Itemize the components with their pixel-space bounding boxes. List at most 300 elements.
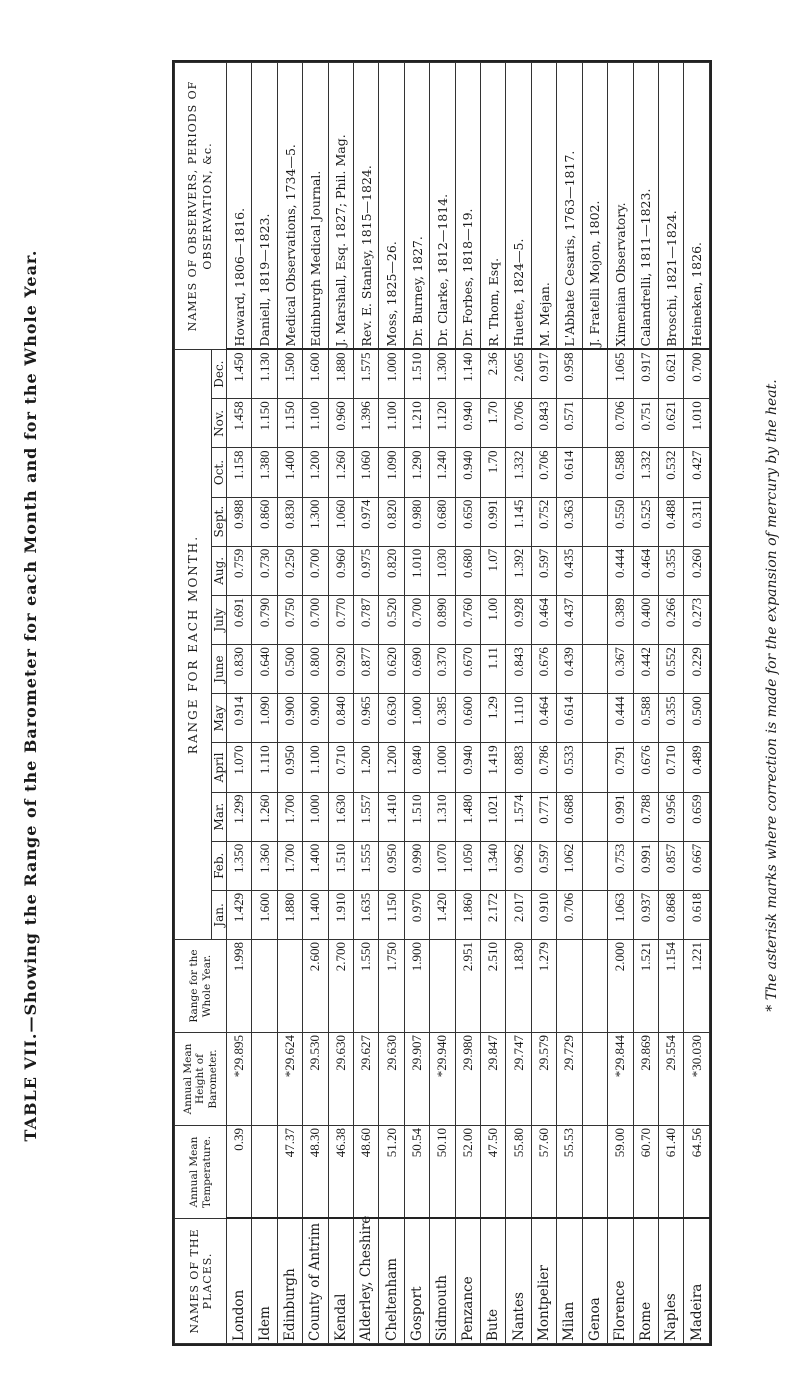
month-range: 1.100 bbox=[303, 399, 328, 448]
month-range: 0.860 bbox=[252, 497, 277, 546]
mean-height: 29.980 bbox=[455, 1033, 480, 1126]
table-row bbox=[430, 63, 455, 1344]
header-observers: NAMES OF OBSERVERS, PERIODS OF OBSERVATION, &c. bbox=[175, 63, 227, 350]
month-range: 1.574 bbox=[506, 792, 531, 841]
month-range: 0.640 bbox=[252, 645, 277, 694]
month-range: 1.240 bbox=[430, 448, 455, 497]
year-range: 2.600 bbox=[303, 940, 328, 1033]
month-range: 0.830 bbox=[277, 497, 302, 546]
month-range: 0.363 bbox=[557, 497, 582, 546]
month-range bbox=[582, 841, 607, 890]
mean-temperature: 57.60 bbox=[531, 1126, 556, 1219]
month-range: 1.350 bbox=[227, 841, 252, 890]
month-range: 0.974 bbox=[354, 497, 379, 546]
month-range: 0.680 bbox=[455, 546, 480, 595]
month-range: 0.710 bbox=[658, 743, 683, 792]
place-name: Nantes bbox=[506, 1219, 531, 1344]
month-range: 0.706 bbox=[557, 890, 582, 939]
mean-temperature: 47.37 bbox=[277, 1126, 302, 1219]
observer-period: Dr. Clarke, 1812—1814. bbox=[430, 63, 455, 350]
mean-temperature: 59.00 bbox=[608, 1126, 633, 1219]
month-range: 1.510 bbox=[328, 841, 353, 890]
header-place: NAMES OF THE PLACES. bbox=[175, 1219, 227, 1344]
month-range: 1.150 bbox=[277, 399, 302, 448]
month-range: 1.110 bbox=[506, 694, 531, 743]
observer-period: R. Thom, Esq. bbox=[481, 63, 506, 350]
month-range: 1.29 bbox=[481, 694, 506, 743]
month-range: 0.260 bbox=[684, 546, 710, 595]
observer-period: Edinburgh Medical Journal. bbox=[303, 63, 328, 350]
header-month: Jan. bbox=[212, 890, 227, 939]
month-range: 0.710 bbox=[328, 743, 353, 792]
place-name: Sidmouth bbox=[430, 1219, 455, 1344]
month-range bbox=[582, 399, 607, 448]
year-range: 1.521 bbox=[633, 940, 658, 1033]
month-range: 1.030 bbox=[430, 546, 455, 595]
month-range: 0.962 bbox=[506, 841, 531, 890]
month-range: 0.532 bbox=[658, 448, 683, 497]
month-range: 0.975 bbox=[354, 546, 379, 595]
month-range: 1.060 bbox=[354, 448, 379, 497]
month-range: 1.310 bbox=[430, 792, 455, 841]
month-range: 0.691 bbox=[227, 595, 252, 644]
mean-height: *29.844 bbox=[608, 1033, 633, 1126]
month-range: 0.751 bbox=[633, 399, 658, 448]
mean-height: 29.847 bbox=[481, 1033, 506, 1126]
month-range: 1.510 bbox=[404, 350, 429, 399]
mean-height: 29.869 bbox=[633, 1033, 658, 1126]
month-range: 0.877 bbox=[354, 645, 379, 694]
month-range: 1.050 bbox=[455, 841, 480, 890]
table-row bbox=[354, 63, 379, 1344]
month-range: 1.070 bbox=[430, 841, 455, 890]
month-range bbox=[582, 448, 607, 497]
month-range: 0.900 bbox=[303, 694, 328, 743]
month-range: 1.450 bbox=[227, 350, 252, 399]
month-range: 0.614 bbox=[557, 694, 582, 743]
place-name: Genoa bbox=[582, 1219, 607, 1344]
table-row bbox=[379, 63, 404, 1344]
month-range: 0.520 bbox=[379, 595, 404, 644]
year-range: 2.700 bbox=[328, 940, 353, 1033]
month-range: 0.958 bbox=[557, 350, 582, 399]
month-range: 0.840 bbox=[404, 743, 429, 792]
mean-height bbox=[252, 1033, 277, 1126]
month-range: 0.676 bbox=[531, 645, 556, 694]
mean-temperature: 50.54 bbox=[404, 1126, 429, 1219]
month-range: 0.868 bbox=[658, 890, 683, 939]
month-range: 0.790 bbox=[252, 595, 277, 644]
place-name: County of Antrim bbox=[303, 1219, 328, 1344]
month-range: 0.700 bbox=[684, 350, 710, 399]
month-range: 1.150 bbox=[252, 399, 277, 448]
month-range: 1.360 bbox=[252, 841, 277, 890]
month-range: 0.991 bbox=[633, 841, 658, 890]
mean-height: *29.895 bbox=[227, 1033, 252, 1126]
month-range: 0.980 bbox=[404, 497, 429, 546]
month-range: 0.400 bbox=[633, 595, 658, 644]
month-range: 0.937 bbox=[633, 890, 658, 939]
month-range: 1.010 bbox=[684, 399, 710, 448]
observer-period: Medical Observations, 1734—5. bbox=[277, 63, 302, 350]
month-range: 0.659 bbox=[684, 792, 710, 841]
month-range: 2.017 bbox=[506, 890, 531, 939]
month-range: 0.250 bbox=[277, 546, 302, 595]
month-range: 0.444 bbox=[608, 694, 633, 743]
barometer-table-area bbox=[174, 62, 710, 1344]
month-range: 0.787 bbox=[354, 595, 379, 644]
table-row bbox=[506, 63, 531, 1344]
month-range bbox=[582, 546, 607, 595]
month-range: 1.11 bbox=[481, 645, 506, 694]
month-range: 0.900 bbox=[277, 694, 302, 743]
month-range: 0.500 bbox=[684, 694, 710, 743]
month-range: 0.435 bbox=[557, 546, 582, 595]
month-range: 0.439 bbox=[557, 645, 582, 694]
month-range: 1.700 bbox=[277, 792, 302, 841]
month-range: 1.480 bbox=[455, 792, 480, 841]
month-range: 0.771 bbox=[531, 792, 556, 841]
month-range: 0.525 bbox=[633, 497, 658, 546]
month-range: 1.880 bbox=[328, 350, 353, 399]
month-range: 0.367 bbox=[608, 645, 633, 694]
month-range: 0.706 bbox=[506, 399, 531, 448]
footnote-area bbox=[752, 0, 792, 1391]
table-header bbox=[175, 63, 227, 1344]
header-row-1 bbox=[175, 63, 212, 1344]
month-range: 2.172 bbox=[481, 890, 506, 939]
mean-height: 29.554 bbox=[658, 1033, 683, 1126]
mean-temperature bbox=[582, 1126, 607, 1219]
month-range: 0.917 bbox=[531, 350, 556, 399]
observer-period: J. Fratelli Mojon, 1802. bbox=[582, 63, 607, 350]
year-range: 1.550 bbox=[354, 940, 379, 1033]
month-range: 0.788 bbox=[633, 792, 658, 841]
month-range: 0.370 bbox=[430, 645, 455, 694]
month-range bbox=[582, 595, 607, 644]
month-range: 0.620 bbox=[379, 645, 404, 694]
month-range: 2.065 bbox=[506, 350, 531, 399]
month-range: 1.860 bbox=[455, 890, 480, 939]
place-name: Gosport bbox=[404, 1219, 429, 1344]
footnote: * The asterisk marks where correction is made for the expansion of mercury by the heat. bbox=[764, 379, 780, 1012]
month-range: 1.260 bbox=[252, 792, 277, 841]
month-range bbox=[582, 792, 607, 841]
month-range: 1.070 bbox=[227, 743, 252, 792]
month-range: 0.670 bbox=[455, 645, 480, 694]
month-range: 0.956 bbox=[658, 792, 683, 841]
month-range: 1.07 bbox=[481, 546, 506, 595]
month-range: 1.060 bbox=[328, 497, 353, 546]
place-name: Milan bbox=[557, 1219, 582, 1344]
month-range: 1.332 bbox=[506, 448, 531, 497]
table-body bbox=[227, 63, 710, 1344]
month-range: 0.550 bbox=[608, 497, 633, 546]
header-month: Aug. bbox=[212, 546, 227, 595]
month-range: 1.419 bbox=[481, 743, 506, 792]
month-range: 1.396 bbox=[354, 399, 379, 448]
place-name: Edinburgh bbox=[277, 1219, 302, 1344]
table-row bbox=[582, 63, 607, 1344]
month-range: 1.880 bbox=[277, 890, 302, 939]
month-range: 0.988 bbox=[227, 497, 252, 546]
mean-temperature: 48.60 bbox=[354, 1126, 379, 1219]
table-row bbox=[252, 63, 277, 1344]
month-range: 0.621 bbox=[658, 350, 683, 399]
table-row bbox=[277, 63, 302, 1344]
month-range: 1.000 bbox=[379, 350, 404, 399]
mean-height: 29.530 bbox=[303, 1033, 328, 1126]
table-row bbox=[303, 63, 328, 1344]
month-range: 0.890 bbox=[430, 595, 455, 644]
month-range: 1.299 bbox=[227, 792, 252, 841]
month-range: 1.400 bbox=[303, 841, 328, 890]
month-range: 1.420 bbox=[430, 890, 455, 939]
mean-temperature: 64.56 bbox=[684, 1126, 710, 1219]
month-range: 1.300 bbox=[430, 350, 455, 399]
month-range: 0.355 bbox=[658, 694, 683, 743]
header-temp: Annual Mean Temperature. bbox=[175, 1126, 227, 1219]
month-range: 0.700 bbox=[404, 595, 429, 644]
month-range: 0.920 bbox=[328, 645, 353, 694]
month-range: 0.489 bbox=[684, 743, 710, 792]
month-range: 0.464 bbox=[531, 694, 556, 743]
month-range: 1.510 bbox=[404, 792, 429, 841]
table-row bbox=[227, 63, 252, 1344]
month-range: 0.488 bbox=[658, 497, 683, 546]
header-month: Mar. bbox=[212, 792, 227, 841]
month-range: 2.36 bbox=[481, 350, 506, 399]
observer-period: Heineken, 1826. bbox=[684, 63, 710, 350]
place-name: Madeira bbox=[684, 1219, 710, 1344]
month-range: 1.062 bbox=[557, 841, 582, 890]
month-range: 0.960 bbox=[328, 399, 353, 448]
month-range: 1.557 bbox=[354, 792, 379, 841]
month-range: 1.130 bbox=[252, 350, 277, 399]
table-title-area bbox=[5, 0, 55, 1391]
place-name: Idem bbox=[252, 1219, 277, 1344]
month-range: 0.588 bbox=[633, 694, 658, 743]
observer-period: J. Marshall, Esq. 1827; Phil. Mag. bbox=[328, 63, 353, 350]
mean-height: 29.579 bbox=[531, 1033, 556, 1126]
header-height: Annual Mean Height of Barometer. bbox=[175, 1033, 227, 1126]
month-range: 1.090 bbox=[379, 448, 404, 497]
month-range: 1.332 bbox=[633, 448, 658, 497]
place-name: Naples bbox=[658, 1219, 683, 1344]
year-range bbox=[557, 940, 582, 1033]
month-range: 0.571 bbox=[557, 399, 582, 448]
observer-period: Huette, 1824—5. bbox=[506, 63, 531, 350]
place-name: Rome bbox=[633, 1219, 658, 1344]
month-range: 1.100 bbox=[379, 399, 404, 448]
month-range: 0.820 bbox=[379, 497, 404, 546]
month-range: 1.410 bbox=[379, 792, 404, 841]
month-range: 0.800 bbox=[303, 645, 328, 694]
month-range: 0.791 bbox=[608, 743, 633, 792]
month-range: 0.597 bbox=[531, 546, 556, 595]
month-range: 0.960 bbox=[328, 546, 353, 595]
month-range: 1.200 bbox=[303, 448, 328, 497]
month-range bbox=[582, 743, 607, 792]
month-range: 1.000 bbox=[404, 694, 429, 743]
month-range: 0.614 bbox=[557, 448, 582, 497]
month-range: 1.150 bbox=[379, 890, 404, 939]
month-range: 0.621 bbox=[658, 399, 683, 448]
mean-height bbox=[582, 1033, 607, 1126]
month-range: 1.00 bbox=[481, 595, 506, 644]
month-range: 0.464 bbox=[633, 546, 658, 595]
mean-temperature: 55.53 bbox=[557, 1126, 582, 1219]
month-range: 0.650 bbox=[455, 497, 480, 546]
observer-period: Dr. Forbes, 1818—19. bbox=[455, 63, 480, 350]
month-range: 0.750 bbox=[277, 595, 302, 644]
month-range: 0.444 bbox=[608, 546, 633, 595]
month-range: 1.300 bbox=[303, 497, 328, 546]
month-range: 1.145 bbox=[506, 497, 531, 546]
month-range: 1.70 bbox=[481, 448, 506, 497]
year-range: 2.510 bbox=[481, 940, 506, 1033]
month-range: 0.533 bbox=[557, 743, 582, 792]
month-range: 0.970 bbox=[404, 890, 429, 939]
month-range: 0.770 bbox=[328, 595, 353, 644]
month-range: 0.950 bbox=[277, 743, 302, 792]
month-range: 0.600 bbox=[455, 694, 480, 743]
month-range: 1.400 bbox=[303, 890, 328, 939]
month-range: 1.200 bbox=[379, 743, 404, 792]
month-range: 1.392 bbox=[506, 546, 531, 595]
month-range: 0.910 bbox=[531, 890, 556, 939]
month-range: 1.260 bbox=[328, 448, 353, 497]
month-range: 0.700 bbox=[303, 546, 328, 595]
table-row bbox=[684, 63, 710, 1344]
observer-period: Broschi, 1821—1824. bbox=[658, 63, 683, 350]
observer-period: Daniell, 1819—1823. bbox=[252, 63, 277, 350]
table-row bbox=[531, 63, 556, 1344]
month-range bbox=[582, 890, 607, 939]
month-range: 0.597 bbox=[531, 841, 556, 890]
month-range: 0.355 bbox=[658, 546, 683, 595]
month-range: 1.200 bbox=[354, 743, 379, 792]
mean-height: 29.747 bbox=[506, 1033, 531, 1126]
month-range: 1.158 bbox=[227, 448, 252, 497]
mean-temperature: 55.80 bbox=[506, 1126, 531, 1219]
mean-height: 29.907 bbox=[404, 1033, 429, 1126]
year-range: 1.279 bbox=[531, 940, 556, 1033]
month-range: 1.700 bbox=[277, 841, 302, 890]
month-range: 1.400 bbox=[277, 448, 302, 497]
month-range: 0.840 bbox=[328, 694, 353, 743]
month-range: 1.340 bbox=[481, 841, 506, 890]
mean-temperature: 0.39 bbox=[227, 1126, 252, 1219]
month-range: 1.210 bbox=[404, 399, 429, 448]
mean-height: *30.030 bbox=[684, 1033, 710, 1126]
month-range: 1.635 bbox=[354, 890, 379, 939]
mean-height: 29.630 bbox=[328, 1033, 353, 1126]
observer-period: Ximenian Observatory. bbox=[608, 63, 633, 350]
month-range: 0.464 bbox=[531, 595, 556, 644]
mean-height: 29.627 bbox=[354, 1033, 379, 1126]
month-range: 0.676 bbox=[633, 743, 658, 792]
header-month: Nov. bbox=[212, 399, 227, 448]
month-range: 1.065 bbox=[608, 350, 633, 399]
table-row bbox=[481, 63, 506, 1344]
header-month: May bbox=[212, 694, 227, 743]
month-range: 1.000 bbox=[303, 792, 328, 841]
observer-period: Dr. Burney, 1827. bbox=[404, 63, 429, 350]
mean-temperature: 46.38 bbox=[328, 1126, 353, 1219]
place-name: London bbox=[227, 1219, 252, 1344]
observer-period: L'Abbate Cesaris, 1763—1817. bbox=[557, 63, 582, 350]
month-range: 0.706 bbox=[531, 448, 556, 497]
header-month: Sept. bbox=[212, 497, 227, 546]
observer-period: Moss, 1825—26. bbox=[379, 63, 404, 350]
month-range: 0.730 bbox=[252, 546, 277, 595]
table-row bbox=[404, 63, 429, 1344]
month-range: 0.991 bbox=[481, 497, 506, 546]
mean-temperature bbox=[252, 1126, 277, 1219]
month-range: 0.273 bbox=[684, 595, 710, 644]
mean-temperature: 61.40 bbox=[658, 1126, 683, 1219]
header-month: Feb. bbox=[212, 841, 227, 890]
month-range: 1.100 bbox=[303, 743, 328, 792]
month-range: 0.843 bbox=[531, 399, 556, 448]
place-name: Cheltenham bbox=[379, 1219, 404, 1344]
month-range: 0.752 bbox=[531, 497, 556, 546]
month-range: 0.500 bbox=[277, 645, 302, 694]
header-month: June bbox=[212, 645, 227, 694]
month-range: 0.618 bbox=[684, 890, 710, 939]
month-range: 1.380 bbox=[252, 448, 277, 497]
month-range: 0.830 bbox=[227, 645, 252, 694]
month-range: 0.385 bbox=[430, 694, 455, 743]
month-range: 1.600 bbox=[303, 350, 328, 399]
year-range: 1.830 bbox=[506, 940, 531, 1033]
place-name: Penzance bbox=[455, 1219, 480, 1344]
month-range: 0.311 bbox=[684, 497, 710, 546]
barometer-table bbox=[174, 62, 710, 1344]
month-range: 0.786 bbox=[531, 743, 556, 792]
year-range bbox=[582, 940, 607, 1033]
year-range: 2.000 bbox=[608, 940, 633, 1033]
place-name: Alderley, Cheshire bbox=[354, 1219, 379, 1344]
month-range: 1.120 bbox=[430, 399, 455, 448]
month-range: 0.843 bbox=[506, 645, 531, 694]
mean-temperature: 48.30 bbox=[303, 1126, 328, 1219]
month-range: 1.500 bbox=[277, 350, 302, 399]
header-month: April bbox=[212, 743, 227, 792]
header-whole-year: Range for the Whole Year. bbox=[175, 940, 227, 1033]
table-row bbox=[658, 63, 683, 1344]
mean-temperature: 47.50 bbox=[481, 1126, 506, 1219]
header-month: Oct. bbox=[212, 448, 227, 497]
month-range bbox=[582, 645, 607, 694]
month-range: 1.910 bbox=[328, 890, 353, 939]
month-range: 1.021 bbox=[481, 792, 506, 841]
month-range: 0.991 bbox=[608, 792, 633, 841]
month-range: 0.950 bbox=[379, 841, 404, 890]
month-range: 1.290 bbox=[404, 448, 429, 497]
month-range: 1.063 bbox=[608, 890, 633, 939]
month-range: 1.110 bbox=[252, 743, 277, 792]
month-range: 0.427 bbox=[684, 448, 710, 497]
month-range: 1.458 bbox=[227, 399, 252, 448]
place-name: Bute bbox=[481, 1219, 506, 1344]
month-range: 0.437 bbox=[557, 595, 582, 644]
month-range: 0.940 bbox=[455, 743, 480, 792]
month-range: 0.883 bbox=[506, 743, 531, 792]
observer-period: Calandrelli, 1811—1823. bbox=[633, 63, 658, 350]
month-range: 0.759 bbox=[227, 546, 252, 595]
